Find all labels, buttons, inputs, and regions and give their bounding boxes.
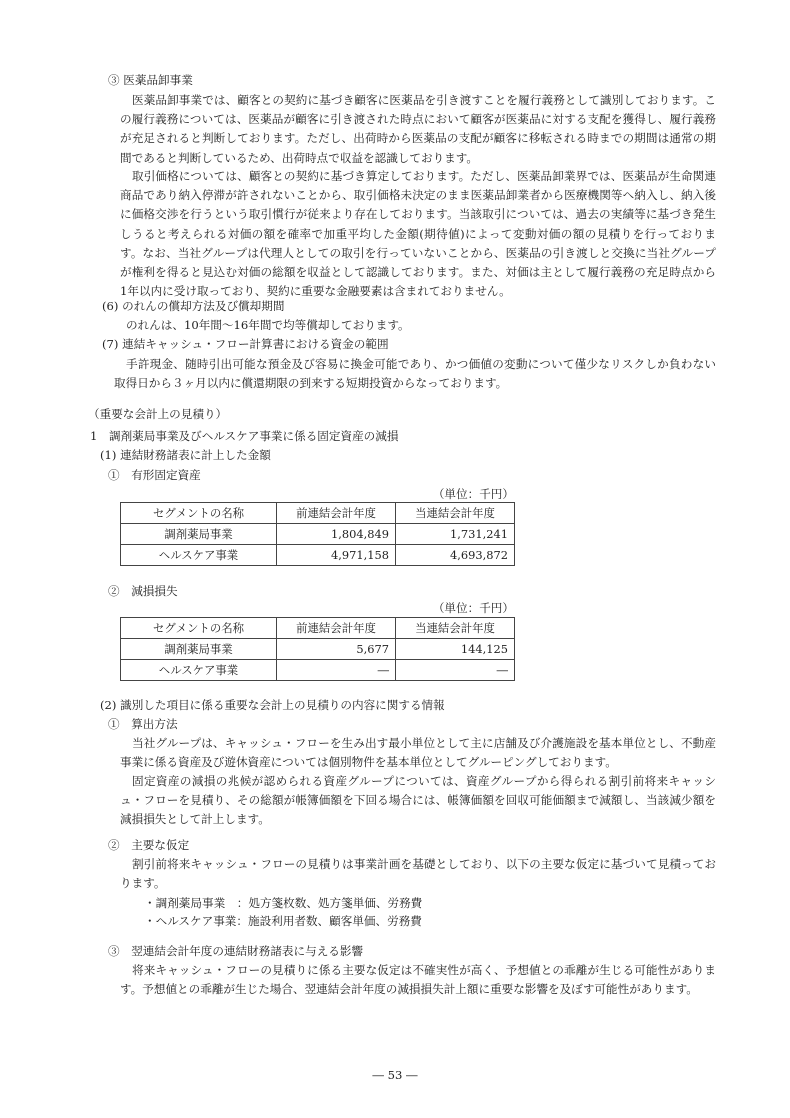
estimates-item-1: 1 調剤薬局事業及びヘルスケア事業に係る固定資産の減損	[90, 429, 399, 443]
table-row	[121, 660, 515, 681]
assumption-bullet-healthcare: ・ヘルスケア事業：施設利用者数、顧客単価、労務費	[144, 914, 422, 928]
page-number: ― 53 ―	[372, 1068, 418, 1082]
column-header-current-year: 当連結会計年度	[396, 503, 515, 524]
calculation-method-heading: ① 算出方法	[108, 717, 178, 731]
cash-scope-text: 手許現金、随時引出可能な預金及び容易に換金可能であり、かつ価値の変動について僅少なリスクしか負わない取得日から３ヶ月以内に償還期限の到来する短期投資からなっております。	[114, 357, 716, 391]
tangible-assets-table	[120, 502, 515, 566]
next-year-impact-heading: ③ 翌連結会計年度の連結財務諸表に与える影響	[108, 944, 364, 958]
pharma-wholesale-paragraph-1: 医薬品卸事業では、顧客との契約に基づき顧客に医薬品を引き渡すことを履行義務として識別しております。この履行義務については、医薬品が顧客に引き渡された時点において顧客が医薬品に対する支配を獲得し、履行義務が充足されると判断しております。ただし、出荷時から医薬品の支配が顧客に移転される時までの期間は通常の期間であると判断しているため、出荷時点で収益を認識しております。	[120, 93, 716, 165]
segment-name-cell: ヘルスケア事業	[121, 660, 277, 681]
column-header-current-year: 当連結会計年度	[396, 618, 515, 639]
segment-name-cell: 調剤薬局事業	[121, 524, 277, 545]
impairment-unit-label: （単位：千円）	[432, 601, 514, 615]
table-header-row	[121, 618, 515, 639]
next-year-impact-paragraph: 将来キャッシュ・フローの見積りに係る主要な仮定は不確実性が高く、予想値との乖離が生じる可能性があります。予想値との乖離が生じた場合、翌連結会計年度の減損損失計上額に重要な影響を及ぼす可能性があります。	[120, 963, 716, 997]
table-row	[121, 639, 515, 660]
goodwill-heading: (6) のれんの償却方法及び償却期間	[102, 299, 285, 313]
table-row	[121, 524, 515, 545]
goodwill-text: のれんは、10年間～16年間で均等償却しております。	[126, 318, 410, 332]
prior-year-value-cell: 4,971,158	[277, 545, 396, 566]
tangible-assets-heading: ① 有形固定資産	[108, 468, 201, 482]
segment-name-cell: ヘルスケア事業	[121, 545, 277, 566]
key-assumptions-heading: ② 主要な仮定	[108, 838, 190, 852]
column-header-segment: セグメントの名称	[121, 618, 277, 639]
cash-scope-heading: (7) 連結キャッシュ・フロー計算書における資金の範囲	[102, 337, 389, 351]
calculation-method-paragraph-2: 固定資産の減損の兆候が認められる資産グループについては、資産グループから得られる割引前将来キャッシュ・フローを見積り、その総額が帳簿価額を下回る場合には、帳簿価額を回収可能価額まで減額し、当該減少額を減損損失として計上します。	[120, 774, 716, 827]
current-year-value-cell: 144,125	[396, 639, 515, 660]
current-year-value-cell: 1,731,241	[396, 524, 515, 545]
prior-year-value-cell: ―	[277, 660, 396, 681]
table-row	[121, 545, 515, 566]
assumption-bullet-pharmacy: ・調剤薬局事業 ：処方箋枚数、処方箋単価、労務費	[144, 896, 423, 910]
column-header-segment: セグメントの名称	[121, 503, 277, 524]
estimates-sub-1: (1) 連結財務諸表に計上した金額	[100, 448, 271, 462]
prior-year-value-cell: 1,804,849	[277, 524, 396, 545]
current-year-value-cell: ―	[396, 660, 515, 681]
impairment-loss-heading: ② 減損損失	[108, 584, 178, 598]
section-heading-pharma-wholesale: ③ 医薬品卸事業	[108, 73, 193, 87]
tangible-unit-label: （単位：千円）	[432, 487, 514, 501]
calculation-method-paragraph-1: 当社グループは、キャッシュ・フローを生み出す最小単位として主に店舗及び介護施設を基本単位とし、不動産事業に係る資産及び遊休資産については個別物件を基本単位としてグルーピングしております。	[120, 736, 716, 770]
prior-year-value-cell: 5,677	[277, 639, 396, 660]
key-assumptions-paragraph: 割引前将来キャッシュ・フローの見積りは事業計画を基礎としており、以下の主要な仮定に基づいて見積っております。	[120, 857, 716, 891]
column-header-prior-year: 前連結会計年度	[277, 618, 396, 639]
current-year-value-cell: 4,693,872	[396, 545, 515, 566]
table-header-row	[121, 503, 515, 524]
estimates-sub-2: (2) 識別した項目に係る重要な会計上の見積りの内容に関する情報	[100, 698, 445, 712]
column-header-prior-year: 前連結会計年度	[277, 503, 396, 524]
estimates-heading: （重要な会計上の見積り）	[88, 407, 228, 421]
segment-name-cell: 調剤薬局事業	[121, 639, 277, 660]
impairment-loss-table	[120, 617, 515, 681]
pharma-wholesale-paragraph-2: 取引価格については、顧客との契約に基づき算定しております。ただし、医薬品卸業界では、医薬品が生命関連商品であり納入停滞が許されないことから、取引価格未決定のまま医薬品卸業者から医療機関等へ納入し、納入後に価格交渉を行うという取引慣行が従来より存在しております。当該取引については、過去の実績等に基づき発生しうると考えられる対価の額を確率で加重平均した金額(期待値)によって変動対価の額の見積りを行っております。なお、当社グループは代理人としての取引を行っていないことから、医薬品の引き渡しと交換に当社グループが権利を得ると見込む対価の総額を収益として認識しております。また、対価は主として履行義務の充足時点から1年以内に受け取っており、契約に重要な金融要素は含まれておりません。	[120, 169, 716, 299]
